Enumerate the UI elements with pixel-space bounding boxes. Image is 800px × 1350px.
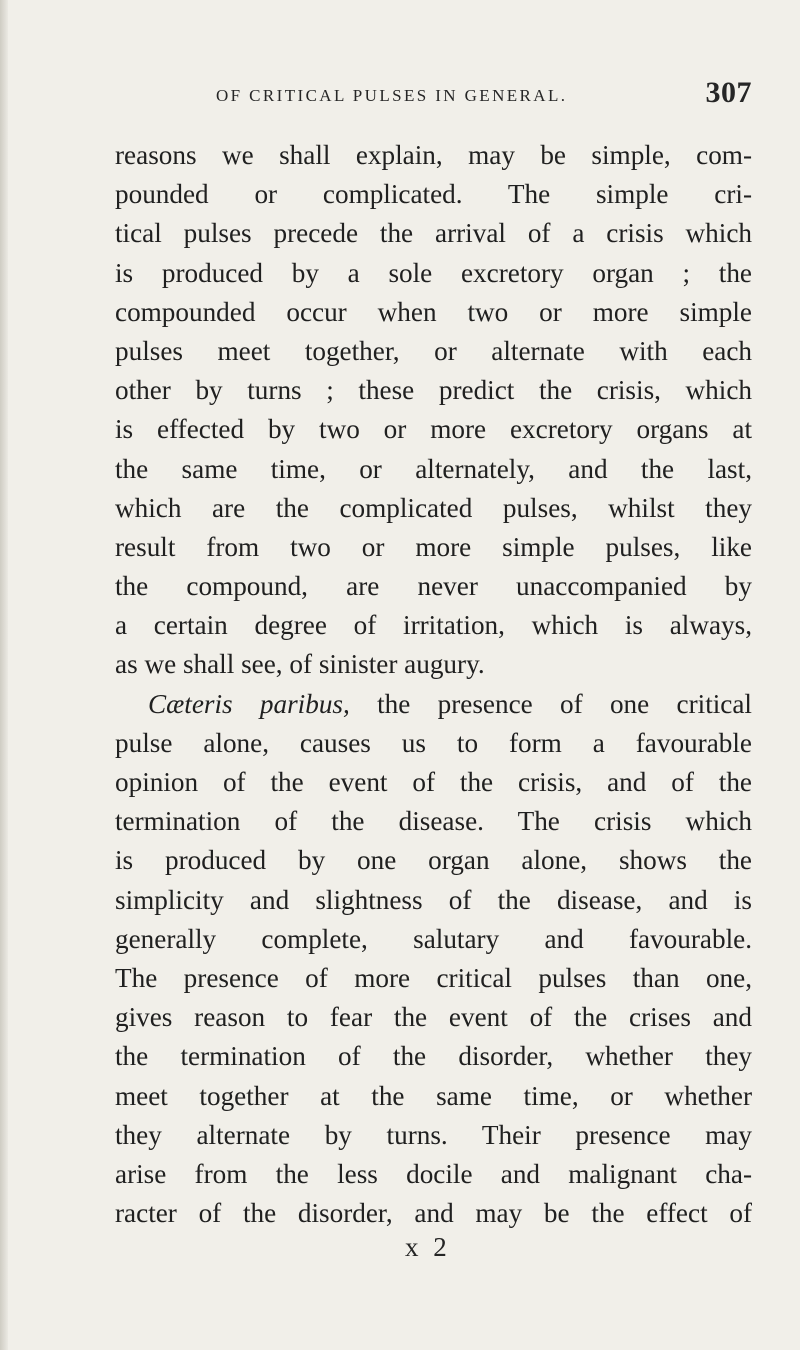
text-span: the presence of one critical bbox=[349, 688, 752, 719]
paragraph-2 bbox=[115, 685, 752, 1234]
text-line: racter of the disorder, and may be the effect of bbox=[115, 1198, 752, 1229]
text-line: simplicity and slightness of the disease, and is bbox=[115, 884, 752, 915]
text-line: pulses meet together, or alternate with each bbox=[115, 335, 752, 366]
text-line: generally complete, salutary and favourable. bbox=[115, 923, 752, 954]
text-line: other by turns ; these predict the crisis, which bbox=[115, 375, 752, 406]
paragraph-1 bbox=[115, 136, 752, 685]
text-line: the termination of the disorder, whether they bbox=[115, 1041, 752, 1072]
text-line: which are the complicated pulses, whilst they bbox=[115, 492, 752, 523]
text-line: the same time, or alternately, and the last, bbox=[115, 453, 752, 484]
text-line: gives reason to fear the event of the crises and bbox=[115, 1002, 752, 1033]
text-line: the compound, are never unaccompanied by bbox=[115, 571, 752, 602]
text-line-first bbox=[115, 685, 752, 724]
text-line: is effected by two or more excretory organs at bbox=[115, 414, 752, 445]
page-number: 307 bbox=[705, 76, 752, 109]
text-line: reasons we shall explain, may be simple, com- bbox=[115, 140, 752, 170]
text-line: termination of the disease. The crisis which bbox=[115, 806, 752, 837]
text-line: arise from the less docile and malignant cha- bbox=[115, 1158, 752, 1189]
signature-mark: x 2 bbox=[405, 1232, 451, 1262]
text-line: they alternate by turns. Their presence may bbox=[115, 1119, 752, 1150]
text-line: is produced by a sole excretory organ ; the bbox=[115, 257, 752, 288]
page-edge-shadow bbox=[0, 0, 8, 1350]
body-text bbox=[115, 136, 752, 1233]
text-line: a certain degree of irritation, which is always, bbox=[115, 610, 752, 641]
text-line: pounded or complicated. The simple cri- bbox=[115, 179, 752, 210]
page-header bbox=[112, 76, 752, 112]
latin-phrase: Cæteris paribus, bbox=[148, 688, 350, 719]
text-line: opinion of the event of the crisis, and of the bbox=[115, 767, 752, 797]
text-line: compounded occur when two or more simple bbox=[115, 296, 752, 327]
text-line: tical pulses precede the arrival of a crisis which bbox=[115, 218, 752, 249]
text-line: meet together at the same time, or whether bbox=[115, 1080, 752, 1111]
text-line: The presence of more critical pulses than one, bbox=[115, 962, 752, 993]
running-head: OF CRITICAL PULSES IN GENERAL. bbox=[216, 86, 568, 105]
text-line: as we shall see, of sinister augury. bbox=[115, 649, 485, 680]
text-line: result from two or more simple pulses, like bbox=[115, 531, 752, 562]
text-line: is produced by one organ alone, shows the bbox=[115, 845, 752, 876]
text-line: pulse alone, causes us to form a favourable bbox=[115, 727, 752, 758]
